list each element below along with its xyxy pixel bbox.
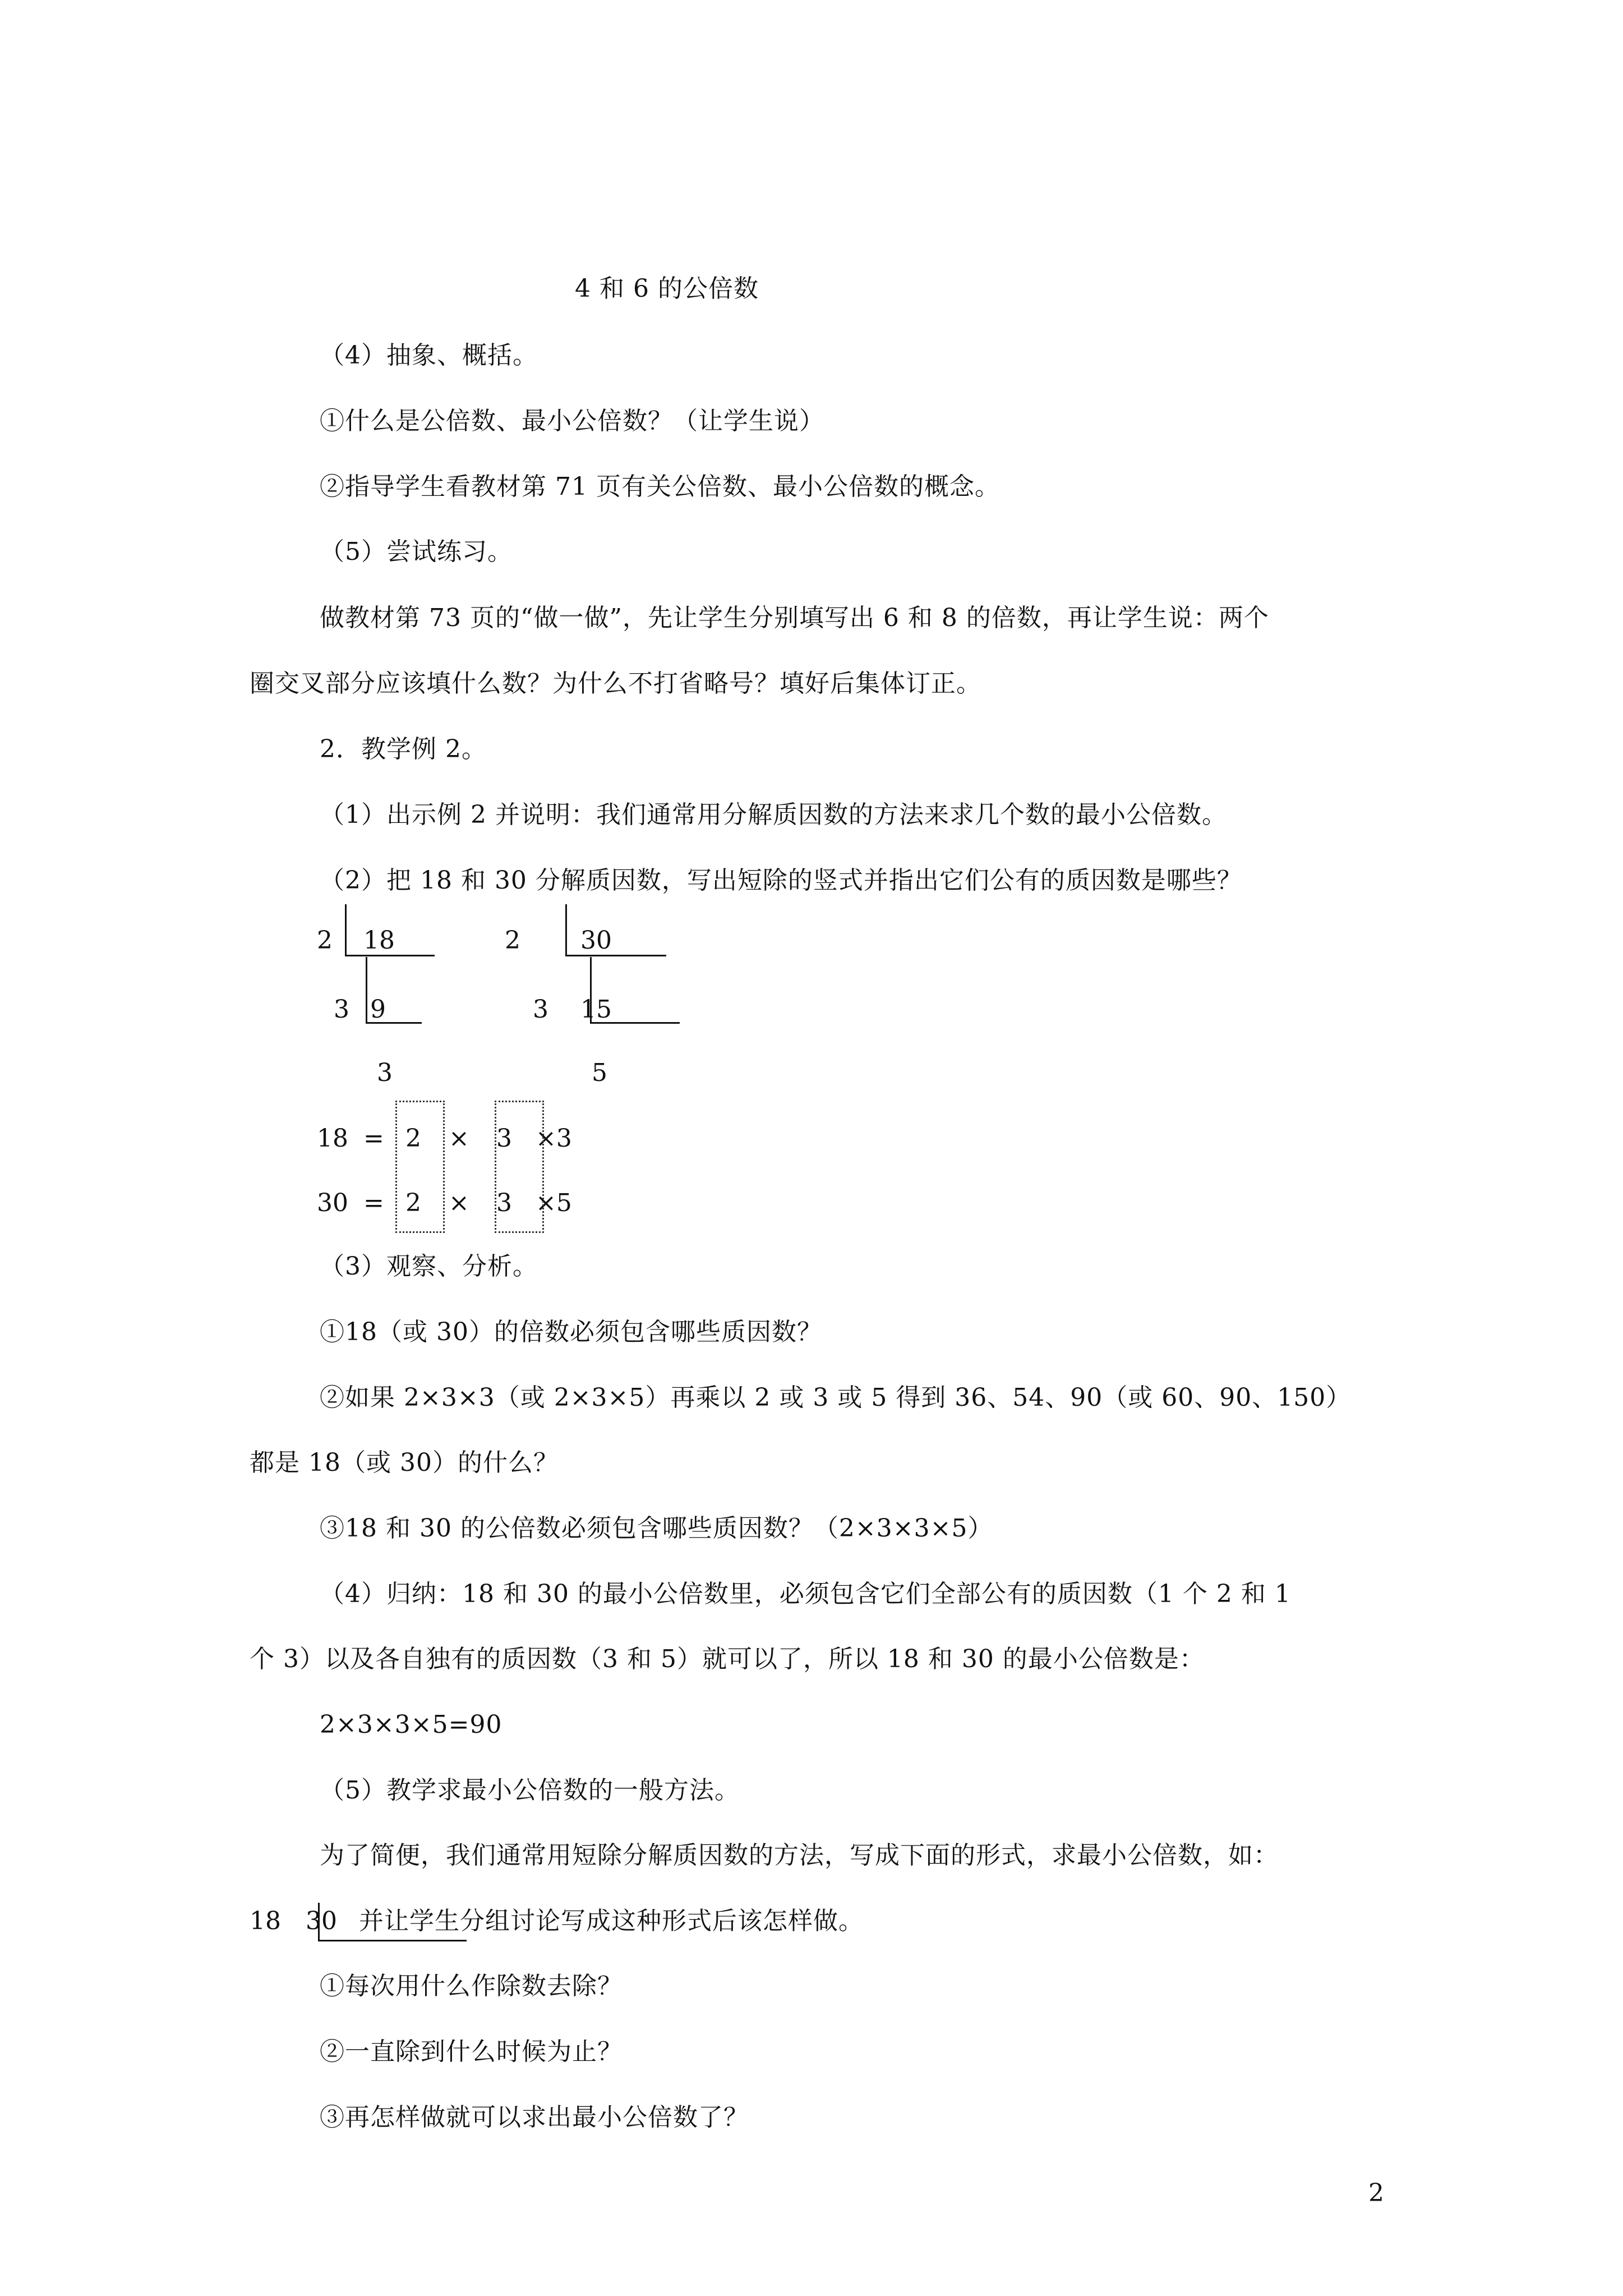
figure-caption: 4 和 6 的公倍数 bbox=[575, 274, 759, 303]
paragraph-observe: （3）观察、分析。 bbox=[320, 1252, 538, 1281]
quotient: 15 bbox=[580, 995, 612, 1024]
common-factor-box bbox=[395, 1101, 445, 1233]
paragraph-show-example: （1）出示例 2 并说明：我们通常用分解质因数的方法来求几个数的最小公倍数。 bbox=[320, 800, 1227, 829]
paragraph-question-1: ①什么是公倍数、最小公倍数？（让学生说） bbox=[320, 407, 824, 435]
formula-result: 2×3×3×5=90 bbox=[320, 1710, 502, 1739]
paragraph-exercise-line-2: 圈交叉部分应该填什么数？为什么不打省略号？填好后集体订正。 bbox=[250, 669, 981, 698]
times-sign: × bbox=[449, 1124, 469, 1153]
divisor: 3 bbox=[334, 995, 349, 1024]
equals-sign: = bbox=[363, 1124, 384, 1153]
divisor: 2 bbox=[317, 926, 333, 955]
division-bracket bbox=[366, 957, 367, 1023]
factor-lhs: 18 bbox=[317, 1124, 348, 1153]
paragraph-question-2: ②指导学生看教材第 71 页有关公倍数、最小公倍数的概念。 bbox=[320, 472, 1000, 501]
division-bracket bbox=[590, 957, 592, 1023]
paragraph-exercise-line-1: 做教材第 73 页的“做一做”，先让学生分别填写出 6 和 8 的倍数，再让学生说：两个 bbox=[320, 604, 1269, 632]
paragraph-summary-line-2: 个 3）以及各自独有的质因数（3 和 5）就可以了，所以 18 和 30 的最小公倍数是： bbox=[250, 1645, 1205, 1673]
dividend: 18 bbox=[363, 926, 395, 955]
common-factor: 3 bbox=[496, 1124, 512, 1153]
paragraph-simplify-line-2: 并让学生分组讨论写成这种形式后该怎样做。 bbox=[359, 1907, 864, 1935]
final-quotient: 3 bbox=[377, 1059, 393, 1087]
paragraph-question-result: ③再怎样做就可以求出最小公倍数了？ bbox=[320, 2103, 749, 2132]
quotient: 9 bbox=[370, 995, 386, 1024]
paragraph-try-practice: （5）尝试练习。 bbox=[320, 537, 513, 566]
division-bracket bbox=[345, 904, 347, 956]
paragraph-analysis-2-line-1: ②如果 2×3×3（或 2×3×5）再乘以 2 或 3 或 5 得到 36、54、90（或 60、90、150） bbox=[320, 1383, 1352, 1412]
page-number: 2 bbox=[1368, 2179, 1384, 2207]
times-sign: × bbox=[449, 1189, 469, 1217]
division-bar bbox=[590, 1022, 680, 1024]
common-factor: 2 bbox=[405, 1189, 421, 1217]
remaining-factor: ×3 bbox=[536, 1124, 572, 1153]
factor-lhs: 30 bbox=[317, 1189, 348, 1217]
final-quotient: 5 bbox=[592, 1059, 607, 1087]
common-factor-box bbox=[495, 1101, 544, 1233]
paragraph-analysis-2-line-2: 都是 18（或 30）的什么？ bbox=[250, 1448, 559, 1477]
division-bar bbox=[366, 1022, 422, 1024]
common-factor: 3 bbox=[496, 1189, 512, 1217]
paragraph-factorize: （2）把 18 和 30 分解质因数，写出短除的竖式并指出它们公有的质因数是哪些？ bbox=[320, 866, 1242, 895]
divisor: 2 bbox=[505, 926, 520, 955]
paragraph-general-method: （5）教学求最小公倍数的一般方法。 bbox=[320, 1776, 740, 1805]
paragraph-analysis-1: ①18（或 30）的倍数必须包含哪些质因数？ bbox=[320, 1318, 822, 1346]
section-example-2: 2．教学例 2。 bbox=[320, 735, 487, 763]
division-bar bbox=[565, 955, 666, 956]
number-30: 30 bbox=[306, 1907, 337, 1935]
division-bracket bbox=[565, 904, 567, 956]
common-factor: 2 bbox=[405, 1124, 421, 1153]
divisor: 3 bbox=[533, 995, 548, 1024]
paragraph-abstract: （4）抽象、概括。 bbox=[320, 341, 538, 370]
paragraph-question-stop: ②一直除到什么时候为止？ bbox=[320, 2037, 623, 2066]
division-bar bbox=[318, 1940, 467, 1941]
paragraph-summary-line-1: （4）归纳：18 和 30 的最小公倍数里，必须包含它们全部公有的质因数（1 个 2 和 1 bbox=[320, 1580, 1291, 1608]
paragraph-question-divisor: ①每次用什么作除数去除？ bbox=[320, 1972, 623, 2000]
remaining-factor: ×5 bbox=[536, 1189, 572, 1217]
equals-sign: = bbox=[363, 1189, 384, 1217]
dividend: 30 bbox=[580, 926, 612, 955]
paragraph-analysis-3: ③18 和 30 的公倍数必须包含哪些质因数？（2×3×3×5） bbox=[320, 1514, 993, 1543]
number-18: 18 bbox=[250, 1907, 281, 1935]
division-bar bbox=[345, 955, 435, 956]
paragraph-simplify-line-1: 为了简便，我们通常用短除分解质因数的方法，写成下面的形式，求最小公倍数，如： bbox=[320, 1841, 1279, 1870]
division-bracket bbox=[318, 1903, 320, 1941]
